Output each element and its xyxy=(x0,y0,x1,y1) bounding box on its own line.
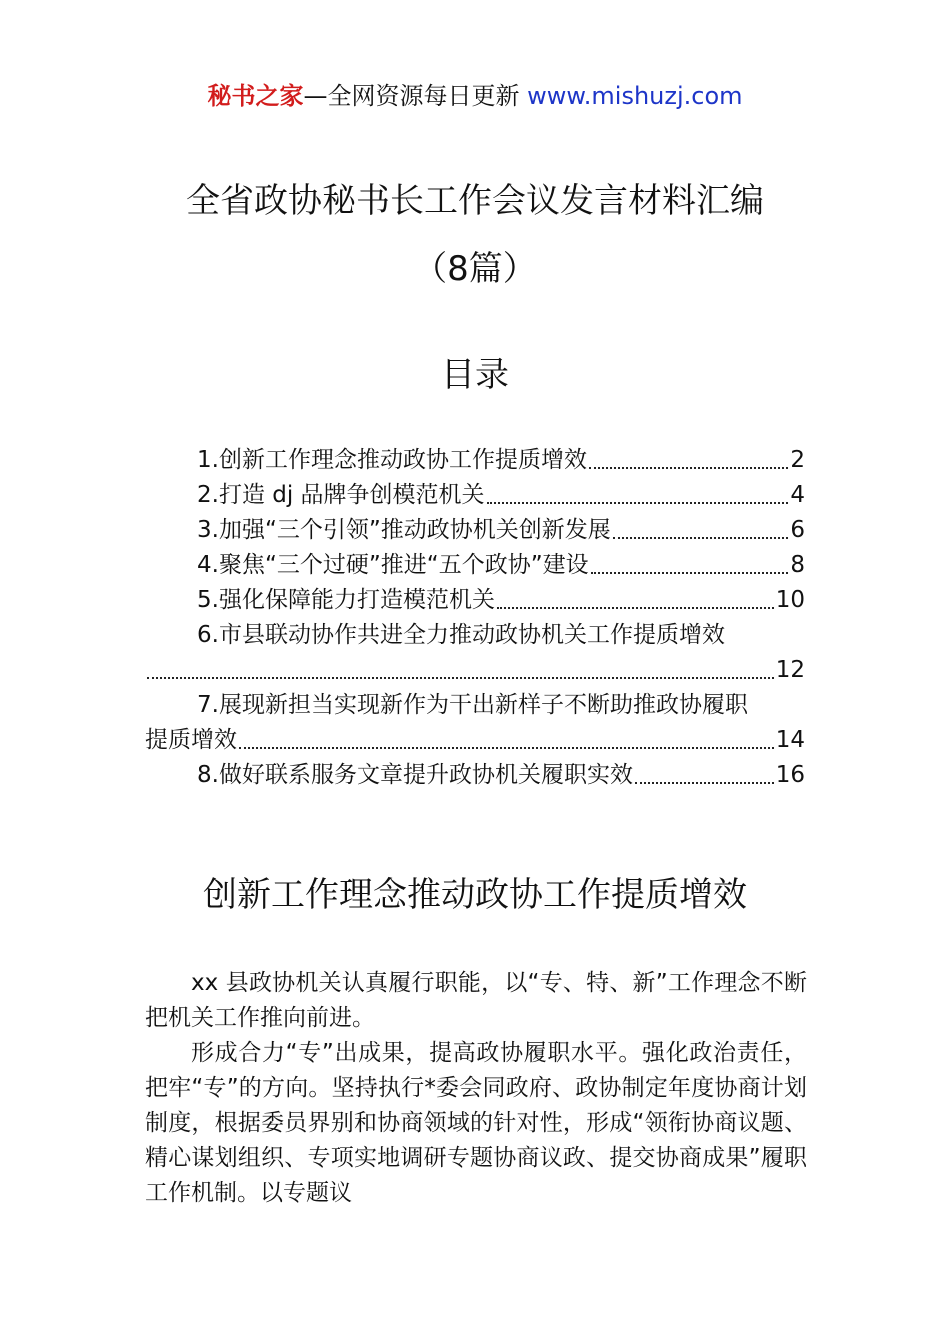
toc-entry-page: 8 xyxy=(790,552,805,578)
toc-entry-text: 1.创新工作理念推动政协工作提质增效 xyxy=(197,447,587,473)
toc-leader-dots xyxy=(635,781,774,784)
toc-leader-dots xyxy=(147,676,774,679)
toc-leader-dots xyxy=(239,746,774,749)
section-body xyxy=(145,966,807,1211)
section-title: 创新工作理念推动政协工作提质增效 xyxy=(203,875,747,915)
toc-entry-page: 10 xyxy=(775,587,805,613)
document-subtitle: （8篇） xyxy=(413,249,537,289)
body-paragraph: xx 县政协机关认真履行职能，以“专、特、新”工作理念不断把机关工作推向前进。 xyxy=(145,970,807,1031)
toc-entry-text: 2.打造 dj 品牌争创模范机关 xyxy=(197,482,485,508)
toc-entry-text: 3.加强“三个引领”推动政协机关创新发展 xyxy=(197,517,611,543)
banner-brand: 秘书之家 xyxy=(207,82,304,110)
toc-entry-text: 5.强化保障能力打造模范机关 xyxy=(197,587,495,613)
toc-leader-dots xyxy=(589,466,788,469)
toc-entry-page: 2 xyxy=(790,447,805,473)
toc-entry-page: 4 xyxy=(790,482,805,508)
toc-entry-5[interactable] xyxy=(145,583,805,618)
toc-entry-text: 6.市县联动协作共进全力推动政协机关工作提质增效 xyxy=(197,622,725,648)
toc-leader-dots xyxy=(613,536,789,539)
toc-leader-dots xyxy=(591,571,789,574)
toc-heading: 目录 xyxy=(441,355,509,395)
table-of-contents xyxy=(145,443,805,793)
toc-entry-7[interactable] xyxy=(145,688,805,723)
toc-entry-page: 6 xyxy=(790,517,805,543)
toc-entry-7-continued[interactable] xyxy=(145,723,805,758)
toc-entry-page: 16 xyxy=(775,762,805,788)
toc-entry-text: 4.聚焦“三个过硬”推进“五个政协”建设 xyxy=(197,552,589,578)
banner-tagline: —全网资源每日更新 xyxy=(303,82,528,110)
toc-entry-8[interactable] xyxy=(145,758,805,793)
site-banner xyxy=(0,78,950,114)
body-paragraph: 形成合力“专”出成果，提高政协履职水平。强化政治责任，把牢“专”的方向。坚持执行*委会同政府、政协制定年度协商计划制度，根据委员界别和协商领域的针对性，形成“领衔协商议题、精心谋划组织、专项实地调研专题协商议政、提交协商成果”履职工作机制。以专题议 xyxy=(145,1040,807,1206)
toc-entry-6-continued[interactable] xyxy=(145,653,805,688)
toc-entry-page: 12 xyxy=(775,657,805,683)
toc-leader-dots xyxy=(487,501,789,504)
toc-entry-2[interactable] xyxy=(145,478,805,513)
toc-entry-text: 8.做好联系服务文章提升政协机关履职实效 xyxy=(197,762,633,788)
toc-entry-text: 7.展现新担当实现新作为干出新样子不断助推政协履职 xyxy=(197,692,748,718)
toc-entry-text-continued: 提质增效 xyxy=(145,727,237,753)
toc-leader-dots xyxy=(497,606,774,609)
toc-entry-page: 14 xyxy=(775,727,805,753)
toc-entry-4[interactable] xyxy=(145,548,805,583)
toc-entry-1[interactable] xyxy=(145,443,805,478)
document-title: 全省政协秘书长工作会议发言材料汇编 xyxy=(186,181,764,221)
banner-url-link[interactable]: www.mishuzj.com xyxy=(527,82,743,110)
toc-entry-6[interactable] xyxy=(145,618,805,653)
toc-entry-3[interactable] xyxy=(145,513,805,548)
